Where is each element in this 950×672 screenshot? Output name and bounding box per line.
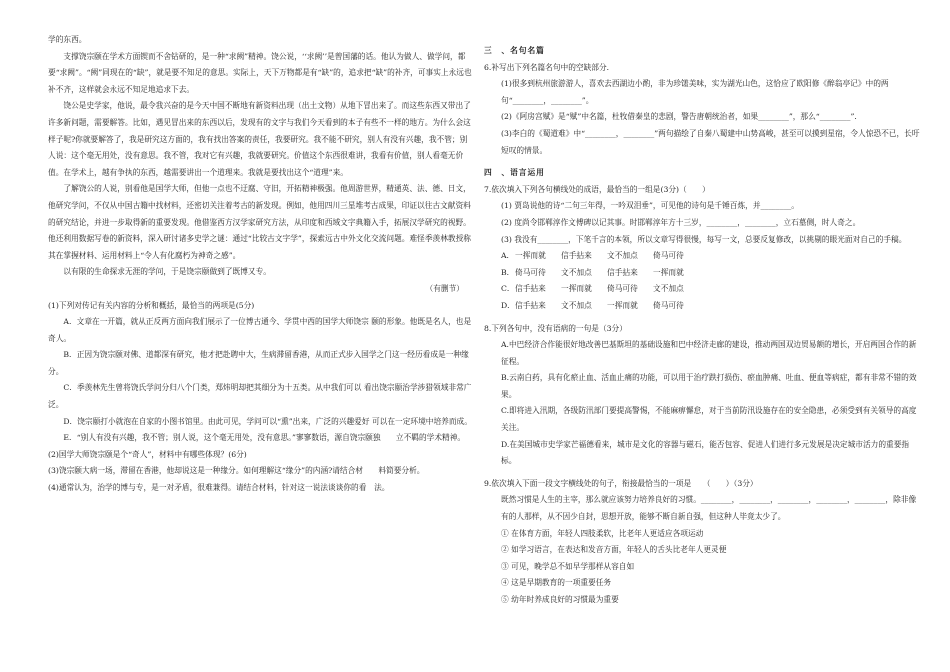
q9-passage: 既然习惯是人生的主宰，那么就应该努力培养良好的习惯。________，________，________，________，________，除非像有的人那样，从不因少自封，思想开放，能够不断自新自强，但这种人毕竟太少了。 xyxy=(501,495,917,522)
question-2: (2)国学大师饶宗颐是个“奇人”，材料中有哪些体现？(6分) xyxy=(48,449,247,459)
q8-option-c: C.即将进入汛期，各级防汛部门要提高警惕，不能麻痹懈怠，对于当前防汛设施存在的安全隐患，必须受到有关领导的高度关注。 xyxy=(501,406,917,433)
question-3: (3)饶宗颐大病一场，滞留在香港，他却说这是一种缘分。如何理解这“缘分”的内涵?请结合材 料简要分析。 xyxy=(48,466,425,476)
q6-item-2: (2)《阿房宫赋》是“赋”中名篇，杜牧借秦皇的悲剧，警告唐朝统治者，如果________”，那么“________”． xyxy=(501,112,863,122)
left-column xyxy=(48,0,474,497)
passage-paragraph-4: 了解饶公的人说，别看他是国学大师，但他一点也不迂腐、守旧，开拓精神极强。他周游世界，精通英、法、德、日文，他研究学问，不仅从中国古籍中找材料，还密切关注着考古的新发现。例如，他用四川三星堆考古成果，印证以往古文献资料的研究结论，并进一步取得新的重要发现。他借鉴西方汉学家研究方法，从印度和西域文字典籍入手，拓展汉学研究的视野。他还利用数据写卷的新资料，深入研讨诸多史学之谜：通过“比较古文字学”，探索远古中外文化交流问题。难怪季羡林教授称其在掌握材料、运用材料上“令人有化腐朽为神奇之感”。 xyxy=(48,184,471,260)
question-8: 8.下列各句中，没有语病的一句是（3分） xyxy=(484,323,627,333)
q7-item-3: (3) 我没有________，下笔千言的本领，所以文章写得很慢，每写一文，总要反复修改，以挑剔的眼光面对自己的手稿。 xyxy=(501,234,907,244)
q7-option-d: D． 信手拈来 文不加点 一挥而就 倚马可待 xyxy=(501,300,684,310)
option-d: D．饶宗颐打小就泡在自家的小图书馆里。由此可见，学问可以“熏”出来，广泛的兴趣爱好 可以在一定环境中培养而成。 xyxy=(63,416,472,426)
section-3-heading: 三 、名句名篇 xyxy=(484,46,545,55)
q9-item-2: ② 如学习语言，在表达和发音方面，年轻人的舌头比老年人更灵便 xyxy=(501,545,727,555)
source-note: （有删节） xyxy=(425,283,464,293)
option-b: B．正因为饶宗颐对佛、道都深有研究，他才把赴聘中大，生病滞留香港，从而正式步入国学之门这一经历看成是一种缘分。 xyxy=(48,350,469,376)
q7-option-a: A． 一挥而就 信手拈来 文不加点 倚马可待 xyxy=(501,251,684,261)
q8-option-d: D.在美国城市史学家芒福德看来，城市是文化的容器与磁石，能否包容、促进人们进行多元发展是决定城市活力的重要指标。 xyxy=(501,439,910,466)
section-4-heading: 四 、语言运用 xyxy=(484,168,545,178)
q7-option-b: B． 倚马可待 文不加点 信手拈来 一挥而就 xyxy=(501,267,684,277)
question-9: 9.依次填入下面一段文字横线处的句子，衔接最恰当的一项是 （ ）（3分） xyxy=(484,478,758,488)
q7-option-c: C． 信手拈来 一挥而就 倚马可待 文不加点 xyxy=(501,284,684,294)
option-c: C．季羡林先生曾将饶氏学问分归八个门类，郑炜明却把其细分为十五类。从中我们可以 看出饶宗颐治学涉猎领域非常广泛。 xyxy=(48,383,472,410)
option-a: A．文章在一开篇，就从正反两方面向我们展示了一位博古通今、学贯中西的国学大师饶宗 颐的形象。他既是名人，也是奇人。 xyxy=(48,317,472,343)
passage-paragraph-1: 学的东西。 xyxy=(48,35,87,44)
question-7: 7.依次填入下列各句横线处的成语，最恰当的一组是(3分)（ ） xyxy=(484,184,710,194)
q9-item-5: ⑤ 幼年时养成良好的习惯最为重要 xyxy=(501,595,619,604)
passage-paragraph-5: 以有限的生命探求无涯的学问，于是饶宗颐做到了既博又专。 xyxy=(63,267,271,277)
right-column xyxy=(484,0,920,609)
passage-paragraph-3: 饶公是史学家，他说，最令我兴奋的是今天中国不断地有新资料出现（出土文物）从地下冒出来了。而这些东西又带出了许多新问题，需要解答。比如，遇见冒出来的东西以后，发现有的文字与我们今天看到的本子有些不一样的地方。为什么会这样子呢?你就要解答了，我是研究这方面的，我有找出答案的责任，我要研究。我不能不研究，别人有没有兴趣，我不管；别人说：这个毫无用处，没有意思。我不管，我对它有兴趣，我就要研究。价值这个东西很难讲，我看有价值，别人看毫无价值。在学术上，越有争执的东西，越需要讲出一个道理来。我就是要找出这个“道理”来。 xyxy=(48,101,471,177)
q7-item-1: (1) 贾岛说他的诗“二句三年得，一吟双泪垂”，可见他的诗句是千锤百炼，并________。 xyxy=(501,201,799,211)
q9-item-3: ③ 可见，晚学总不如早学那样从容自如 xyxy=(501,561,635,571)
q9-item-4: ④ 这是早期教育的一项重要任务 xyxy=(501,578,612,588)
q6-item-1: (1)很多到杭州旅游游人，喜欢去西湖边小酌，非为珍馐美味，实为湖光山色，这恰应了欧阳修《醉翁亭记》中的两句“________，________”。 xyxy=(501,79,889,105)
q8-option-b: B.云南白药，具有化瘀止血、活血止痛的功能，可以用于治疗跌打损伤、瘀血肿痛、吐血、便血等病症，都有非常不错的效果。 xyxy=(501,373,917,399)
q6-item-3: (3)李白的《蜀道难》中“________，________”两句描绘了自秦八蜀建中山势高峻，甚至可以摸到星宿，令人惊恐不已，长吁短叹的情景。 xyxy=(501,128,920,155)
question-1: (1)下列对传记有关内容的分析和概括，最恰当的两项是(5分) xyxy=(48,300,255,310)
question-6: 6.补写出下列名篇名句中的空缺部分． xyxy=(484,62,615,72)
question-4: (4)通常认为，治学的博与专，是一对矛盾，很难兼得。请结合材料，针对这一说法谈谈你的看 法。 xyxy=(48,483,390,493)
q7-item-2: (2) 度尚令邯郸淳作文傅碑以记其事。时邯郸淳年方十三岁，________，________，立石墓侧，时人奇之。 xyxy=(501,217,861,227)
option-e: E．“别人有没有兴趣，我不管；别人说，这个毫无用处，没有意思。”寥寥数语，源自饶宗颐独 立不羁的学术精神。 xyxy=(63,433,466,443)
passage-paragraph-2: 支撑饶宗颐在学术方面锲而不舍钻研的，是一种“求阙”精神。饶公说，‘‘求阙’’是曾国藩的话。他认为做人、做学问，都要“求阙”。“阙”同现在的“缺”，就是要不知足的意思。实际上，天下万物都是有“缺”的，追求把“缺”的补齐，可事实上永远也补不齐，这样就会永远不知足地追求下去。 xyxy=(48,51,472,94)
q9-item-1: ① 在体育方面，年轻人四肢柔软，比老年人更适应各项运动 xyxy=(501,528,704,538)
q8-option-a: A.中巴经济合作能很好地改善巴基斯坦的基础设施和巴中经济走廊的建设，推动两国双边贸易额的增长，开启两国合作的新征程。 xyxy=(501,340,917,366)
